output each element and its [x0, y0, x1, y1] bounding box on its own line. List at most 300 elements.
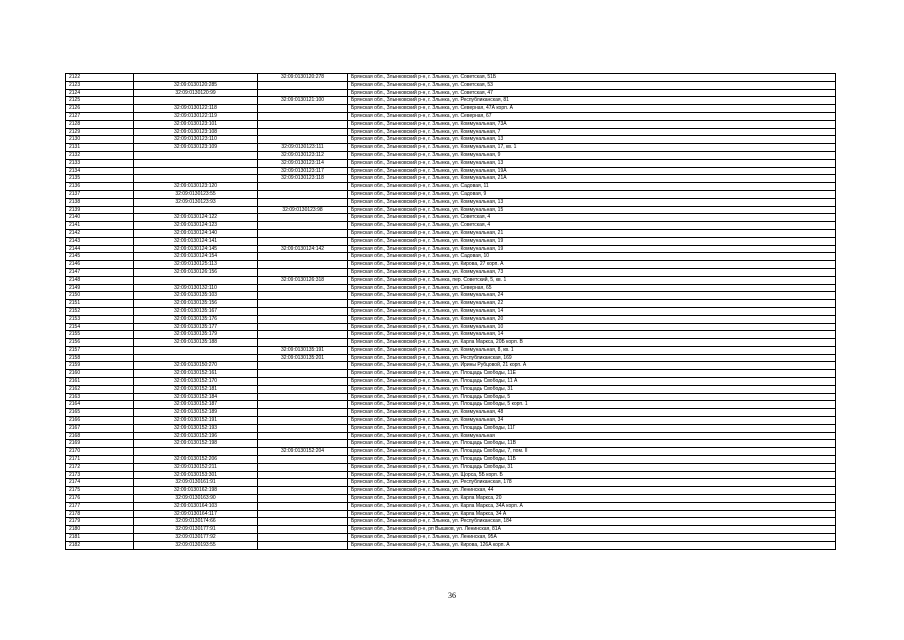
address-cell: Брянская обл., Злынковский р-н, г. Злынка, ул. Коммунальная, 7	[348, 128, 836, 136]
cadastral-number-cell: 32:09:0130152:170	[134, 378, 258, 386]
address-cell: Брянская обл., Злынковский р-н, г. Злынка, ул. Коммунальная, 24	[348, 292, 836, 300]
row-number-cell: 2127	[66, 112, 134, 120]
row-number-cell: 2159	[66, 362, 134, 370]
address-cell: Брянская обл., Злынковский р-н, г. Злынка, ул. Коммунальная, 20	[348, 315, 836, 323]
parent-cadastral-number-cell	[258, 261, 348, 269]
parent-cadastral-number-cell: 32:09:0130124:142	[258, 245, 348, 253]
table-row	[66, 526, 836, 534]
table-row	[66, 144, 836, 152]
table-row	[66, 510, 836, 518]
row-number-cell: 2123	[66, 81, 134, 89]
address-cell: Брянская обл., Злынковский р-н, г. Злынка, ул. Коммунальная, 73	[348, 268, 836, 276]
table-row	[66, 284, 836, 292]
page-number: 36	[448, 591, 456, 600]
table-row	[66, 440, 836, 448]
address-cell: Брянская обл., Злынковский р-н, г. Злынка, ул. Карла Маркса, 34А корп. А	[348, 502, 836, 510]
address-cell: Брянская обл., Злынковский р-н, г. Злынка, ул. Коммунальная, 73А	[348, 120, 836, 128]
address-cell: Брянская обл., Злынковский р-н, рп Вышков, ул. Ленинская, 81А	[348, 526, 836, 534]
table-row	[66, 354, 836, 362]
address-cell: Брянская обл., Злынковский р-н, г. Злынка, ул. Садовая, 11	[348, 183, 836, 191]
parent-cadastral-number-cell: 32:09:0130126:318	[258, 276, 348, 284]
row-number-cell: 2171	[66, 456, 134, 464]
table-row	[66, 206, 836, 214]
row-number-cell: 2174	[66, 479, 134, 487]
cadastral-number-cell: 32:09:0130162:198	[134, 487, 258, 495]
cadastral-number-cell: 32:09:0130123:110	[134, 136, 258, 144]
cadastral-number-cell: 32:09:0130177:91	[134, 526, 258, 534]
row-number-cell: 2179	[66, 518, 134, 526]
cadastral-number-cell: 32:09:0130125:113	[134, 261, 258, 269]
address-cell: Брянская обл., Злынковский р-н, г. Злынка, ул. Кирова, 126А корп. А	[348, 541, 836, 549]
parent-cadastral-number-cell	[258, 307, 348, 315]
parent-cadastral-number-cell	[258, 237, 348, 245]
table-row	[66, 300, 836, 308]
address-cell: Брянская обл., Злынковский р-н, г. Злынка, ул. Коммунальная, 48	[348, 409, 836, 417]
table-row	[66, 518, 836, 526]
table-row	[66, 276, 836, 284]
table-row	[66, 74, 836, 82]
table-row	[66, 448, 836, 456]
row-number-cell: 2142	[66, 229, 134, 237]
cadastral-number-cell: 32:09:0130135:103	[134, 292, 258, 300]
parent-cadastral-number-cell	[258, 339, 348, 347]
cadastral-number-cell: 32:09:0130152:196	[134, 432, 258, 440]
table-row	[66, 385, 836, 393]
cadastral-number-cell: 32:09:0130124:141	[134, 237, 258, 245]
cadastral-number-cell	[134, 74, 258, 82]
address-cell: Брянская обл., Злынковский р-н, г. Злынка, ул. Коммунальная, 21А	[348, 175, 836, 183]
row-number-cell: 2178	[66, 510, 134, 518]
row-number-cell: 2167	[66, 424, 134, 432]
parent-cadastral-number-cell	[258, 417, 348, 425]
row-number-cell: 2147	[66, 268, 134, 276]
parent-cadastral-number-cell	[258, 284, 348, 292]
cadastral-number-cell: 32:09:0130124:140	[134, 229, 258, 237]
parent-cadastral-number-cell	[258, 268, 348, 276]
parent-cadastral-number-cell	[258, 229, 348, 237]
address-cell: Брянская обл., Злынковский р-н, г. Злынка, ул. Коммунальная, 14	[348, 331, 836, 339]
table-row	[66, 112, 836, 120]
table-row	[66, 339, 836, 347]
row-number-cell: 2137	[66, 190, 134, 198]
row-number-cell: 2128	[66, 120, 134, 128]
cadastral-number-cell	[134, 151, 258, 159]
parent-cadastral-number-cell: 32:09:0130123:117	[258, 167, 348, 175]
row-number-cell: 2155	[66, 331, 134, 339]
parent-cadastral-number-cell	[258, 510, 348, 518]
address-cell: Брянская обл., Злынковский р-н, г. Злынка, ул. Советская, 53	[348, 81, 836, 89]
row-number-cell: 2132	[66, 151, 134, 159]
parent-cadastral-number-cell	[258, 479, 348, 487]
parent-cadastral-number-cell	[258, 463, 348, 471]
cadastral-number-cell: 32:09:0130163:90	[134, 495, 258, 503]
table-row	[66, 307, 836, 315]
cadastral-number-cell: 32:09:0130152:206	[134, 456, 258, 464]
parent-cadastral-number-cell	[258, 253, 348, 261]
table-row	[66, 471, 836, 479]
cadastral-number-cell: 32:09:0130152:187	[134, 401, 258, 409]
row-number-cell: 2163	[66, 393, 134, 401]
parent-cadastral-number-cell	[258, 409, 348, 417]
row-number-cell: 2131	[66, 144, 134, 152]
parent-cadastral-number-cell	[258, 362, 348, 370]
address-cell: Брянская обл., Злынковский р-н, г. Злынка, ул. Коммунальная, 9	[348, 151, 836, 159]
address-cell: Брянская обл., Злынковский р-н, г. Злынка, ул. Площадь Свободы, 5 корп. 1	[348, 401, 836, 409]
cadastral-number-cell: 32:09:0130174:66	[134, 518, 258, 526]
table-row	[66, 81, 836, 89]
parent-cadastral-number-cell	[258, 385, 348, 393]
cadastral-number-cell: 32:09:0130120:285	[134, 81, 258, 89]
address-cell: Брянская обл., Злынковский р-н, г. Злынка, ул. Карла Маркса, 20	[348, 495, 836, 503]
row-number-cell: 2126	[66, 105, 134, 113]
parent-cadastral-number-cell	[258, 456, 348, 464]
row-number-cell: 2170	[66, 448, 134, 456]
row-number-cell: 2135	[66, 175, 134, 183]
table-row	[66, 253, 836, 261]
row-number-cell: 2130	[66, 136, 134, 144]
cadastral-number-cell: 32:09:0130124:123	[134, 222, 258, 230]
row-number-cell: 2146	[66, 261, 134, 269]
cadastral-number-cell: 32:09:0130150:270	[134, 362, 258, 370]
address-cell: Брянская обл., Злынковский р-н, г. Злынка, ул. Площадь Свободы, 31	[348, 463, 836, 471]
cadastral-number-cell	[134, 175, 258, 183]
address-cell: Брянская обл., Злынковский р-н, г. Злынка, ул. Коммунальная	[348, 432, 836, 440]
cadastral-number-cell	[134, 97, 258, 105]
cadastral-number-cell: 32:09:0130135:167	[134, 307, 258, 315]
cadastral-number-cell	[134, 448, 258, 456]
row-number-cell: 2169	[66, 440, 134, 448]
parent-cadastral-number-cell	[258, 136, 348, 144]
table-row	[66, 183, 836, 191]
address-cell: Брянская обл., Злынковский р-н, г. Злынка, ул. Коммунальная, 15	[348, 206, 836, 214]
row-number-cell: 2181	[66, 534, 134, 542]
cadastral-number-cell: 32:09:0130135:188	[134, 339, 258, 347]
address-cell: Брянская обл., Злынковский р-н, г. Злынка, пер. Советский, 5, кв. 1	[348, 276, 836, 284]
parent-cadastral-number-cell	[258, 526, 348, 534]
address-cell: Брянская обл., Злынковский р-н, г. Злынка, ул. Коммунальная, 14	[348, 307, 836, 315]
row-number-cell: 2173	[66, 471, 134, 479]
row-number-cell: 2176	[66, 495, 134, 503]
address-cell: Брянская обл., Злынковский р-н, г. Злынка, ул. Коммунальная, 13	[348, 159, 836, 167]
table-row	[66, 175, 836, 183]
cadastral-number-cell: 32:09:0130152:181	[134, 385, 258, 393]
address-cell: Брянская обл., Злынковский р-н, г. Злынка, ул. Коммунальная, 8, кв. 1	[348, 346, 836, 354]
address-cell: Брянская обл., Злынковский р-н, г. Злынка, ул. Щорса, 5Б корп. Б	[348, 471, 836, 479]
row-number-cell: 2141	[66, 222, 134, 230]
parent-cadastral-number-cell	[258, 471, 348, 479]
cadastral-number-cell: 32:09:0130152:193	[134, 424, 258, 432]
parent-cadastral-number-cell: 32:09:0130123:111	[258, 144, 348, 152]
cadastral-number-cell: 32:09:0130135:177	[134, 323, 258, 331]
row-number-cell: 2172	[66, 463, 134, 471]
row-number-cell: 2157	[66, 346, 134, 354]
row-number-cell: 2143	[66, 237, 134, 245]
cadastral-number-cell: 32:09:0130132:110	[134, 284, 258, 292]
parent-cadastral-number-cell	[258, 89, 348, 97]
cadastral-number-cell	[134, 159, 258, 167]
cadastral-number-cell: 32:09:0130123:101	[134, 120, 258, 128]
row-number-cell: 2165	[66, 409, 134, 417]
parent-cadastral-number-cell	[258, 315, 348, 323]
address-cell: Брянская обл., Злынковский р-н, г. Злынка, ул. Ленинская, 44	[348, 487, 836, 495]
row-number-cell: 2145	[66, 253, 134, 261]
row-number-cell: 2148	[66, 276, 134, 284]
cadastral-number-cell: 32:09:0130123:93	[134, 198, 258, 206]
row-number-cell: 2168	[66, 432, 134, 440]
address-cell: Брянская обл., Злынковский р-н, г. Злынка, ул. Коммунальная, 13	[348, 198, 836, 206]
table-row	[66, 393, 836, 401]
address-cell: Брянская обл., Злынковский р-н, г. Злынка, ул. Коммунальная, 34	[348, 417, 836, 425]
cadastral-number-cell	[134, 346, 258, 354]
parent-cadastral-number-cell	[258, 300, 348, 308]
address-cell: Брянская обл., Злынковский р-н, г. Злынка, ул. Площадь Свободы, 11 А	[348, 378, 836, 386]
table-row	[66, 463, 836, 471]
table-row	[66, 424, 836, 432]
table-row	[66, 128, 836, 136]
address-cell: Брянская обл., Злынковский р-н, г. Злынка, ул. Советская, 51Б	[348, 74, 836, 82]
parent-cadastral-number-cell	[258, 292, 348, 300]
row-number-cell: 2138	[66, 198, 134, 206]
parent-cadastral-number-cell	[258, 323, 348, 331]
table-row	[66, 331, 836, 339]
row-number-cell: 2182	[66, 541, 134, 549]
parent-cadastral-number-cell	[258, 105, 348, 113]
parent-cadastral-number-cell	[258, 401, 348, 409]
table-row	[66, 456, 836, 464]
address-cell: Брянская обл., Злынковский р-н, г. Злынка, ул. Коммунальная, 19	[348, 245, 836, 253]
table-row	[66, 417, 836, 425]
cadastral-number-cell: 32:09:0130193:55	[134, 541, 258, 549]
address-cell: Брянская обл., Злынковский р-н, г. Злынка, ул. Коммунальная, 17, кв. 1	[348, 144, 836, 152]
table-row	[66, 495, 836, 503]
address-cell: Брянская обл., Злынковский р-н, г. Злынка, ул. Советская, 4	[348, 222, 836, 230]
table-row	[66, 432, 836, 440]
row-number-cell: 2133	[66, 159, 134, 167]
table-row	[66, 409, 836, 417]
cadastral-number-cell: 32:09:0130164:103	[134, 502, 258, 510]
parent-cadastral-number-cell: 32:09:0130121:100	[258, 97, 348, 105]
table-row	[66, 268, 836, 276]
cadastral-number-cell: 32:09:0130126:156	[134, 268, 258, 276]
address-cell: Брянская обл., Злынковский р-н, г. Злынка, ул. Коммунальная, 21	[348, 229, 836, 237]
address-cell: Брянская обл., Злынковский р-н, г. Злынка, ул. Площадь Свободы, 31	[348, 385, 836, 393]
table-row	[66, 315, 836, 323]
cadastral-number-cell	[134, 206, 258, 214]
address-cell: Брянская обл., Злынковский р-н, г. Злынка, ул. Республиканская, 169	[348, 354, 836, 362]
cadastral-number-cell: 32:09:0130152:184	[134, 393, 258, 401]
parent-cadastral-number-cell	[258, 393, 348, 401]
row-number-cell: 2139	[66, 206, 134, 214]
cadastral-number-cell: 32:09:0130123:120	[134, 183, 258, 191]
cadastral-number-cell: 32:09:0130135:179	[134, 331, 258, 339]
table-row	[66, 534, 836, 542]
parent-cadastral-number-cell	[258, 128, 348, 136]
row-number-cell: 2158	[66, 354, 134, 362]
address-cell: Брянская обл., Злынковский р-н, г. Злынка, ул. Коммунальная, 22	[348, 300, 836, 308]
address-cell: Брянская обл., Злынковский р-н, г. Злынка, ул. Площадь Свободы, 11Б	[348, 456, 836, 464]
row-number-cell: 2136	[66, 183, 134, 191]
land-registry-table	[65, 73, 836, 550]
cadastral-number-cell: 32:09:0130135:156	[134, 300, 258, 308]
table-row	[66, 245, 836, 253]
row-number-cell: 2124	[66, 89, 134, 97]
address-cell: Брянская обл., Злынковский р-н, г. Злынка, ул. Коммунальная, 10	[348, 323, 836, 331]
parent-cadastral-number-cell	[258, 214, 348, 222]
cadastral-number-cell: 32:09:0130122:118	[134, 105, 258, 113]
address-cell: Брянская обл., Злынковский р-н, г. Злынка, ул. Советская, 4	[348, 214, 836, 222]
address-cell: Брянская обл., Злынковский р-н, г. Злынка, ул. Северная, 67	[348, 112, 836, 120]
parent-cadastral-number-cell	[258, 120, 348, 128]
row-number-cell: 2162	[66, 385, 134, 393]
cadastral-number-cell: 32:09:0130152:161	[134, 370, 258, 378]
row-number-cell: 2140	[66, 214, 134, 222]
parent-cadastral-number-cell	[258, 440, 348, 448]
table-row	[66, 214, 836, 222]
cadastral-number-cell: 32:09:0130124:122	[134, 214, 258, 222]
parent-cadastral-number-cell: 32:09:0130152:204	[258, 448, 348, 456]
address-cell: Брянская обл., Злынковский р-н, г. Злынка, ул. Площадь Свободы, 11Е	[348, 370, 836, 378]
address-cell: Брянская обл., Злынковский р-н, г. Злынка, ул. Садовая, 10	[348, 253, 836, 261]
cadastral-number-cell	[134, 354, 258, 362]
table-row	[66, 167, 836, 175]
cadastral-number-cell: 32:09:0130153:301	[134, 471, 258, 479]
table-row	[66, 190, 836, 198]
row-number-cell: 2154	[66, 323, 134, 331]
row-number-cell: 2177	[66, 502, 134, 510]
parent-cadastral-number-cell: 32:09:0130123:98	[258, 206, 348, 214]
table-row	[66, 346, 836, 354]
address-cell: Брянская обл., Злынковский р-н, г. Злынка, ул. Садовая, 9	[348, 190, 836, 198]
address-cell: Брянская обл., Злынковский р-н, г. Злынка, ул. Республиканская, 81	[348, 97, 836, 105]
row-number-cell: 2150	[66, 292, 134, 300]
address-cell: Брянская обл., Злынковский р-н, г. Злынка, ул. Площадь Свободы, 5	[348, 393, 836, 401]
table-row	[66, 105, 836, 113]
cadastral-number-cell: 32:09:0130124:145	[134, 245, 258, 253]
cadastral-number-cell	[134, 167, 258, 175]
parent-cadastral-number-cell	[258, 370, 348, 378]
cadastral-number-cell	[134, 276, 258, 284]
address-cell: Брянская обл., Злынковский р-н, г. Злынка, ул. Площадь Свободы, 7, пом. II	[348, 448, 836, 456]
table-row	[66, 89, 836, 97]
parent-cadastral-number-cell	[258, 541, 348, 549]
table-row	[66, 292, 836, 300]
parent-cadastral-number-cell	[258, 495, 348, 503]
parent-cadastral-number-cell	[258, 81, 348, 89]
row-number-cell: 2129	[66, 128, 134, 136]
table-row	[66, 323, 836, 331]
table-body	[66, 74, 836, 550]
cadastral-number-cell: 32:09:0130164:117	[134, 510, 258, 518]
parent-cadastral-number-cell	[258, 190, 348, 198]
row-number-cell: 2125	[66, 97, 134, 105]
address-cell: Брянская обл., Злынковский р-н, г. Злынка, ул. Советская, 47	[348, 89, 836, 97]
parent-cadastral-number-cell	[258, 432, 348, 440]
parent-cadastral-number-cell	[258, 534, 348, 542]
cadastral-number-cell: 32:09:0130123:108	[134, 128, 258, 136]
cadastral-number-cell: 32:09:0130123:55	[134, 190, 258, 198]
table-row	[66, 479, 836, 487]
parent-cadastral-number-cell	[258, 198, 348, 206]
address-cell: Брянская обл., Злынковский р-н, г. Злынка, ул. Карла Маркса, 34 А	[348, 510, 836, 518]
parent-cadastral-number-cell	[258, 112, 348, 120]
parent-cadastral-number-cell: 32:09:0130135:201	[258, 354, 348, 362]
address-cell: Брянская обл., Злынковский р-н, г. Злынка, ул. Коммунальная, 13	[348, 136, 836, 144]
parent-cadastral-number-cell	[258, 487, 348, 495]
cadastral-number-cell: 32:09:0130152:198	[134, 440, 258, 448]
parent-cadastral-number-cell	[258, 502, 348, 510]
row-number-cell: 2152	[66, 307, 134, 315]
address-cell: Брянская обл., Злынковский р-н, г. Злынка, ул. Площадь Свободы, 11В	[348, 440, 836, 448]
row-number-cell: 2164	[66, 401, 134, 409]
table-row	[66, 151, 836, 159]
cadastral-number-cell: 32:09:0130152:211	[134, 463, 258, 471]
cadastral-number-cell: 32:09:0130123:109	[134, 144, 258, 152]
table-row	[66, 237, 836, 245]
row-number-cell: 2153	[66, 315, 134, 323]
row-number-cell: 2156	[66, 339, 134, 347]
address-cell: Брянская обл., Злынковский р-н, г. Злынка, ул. Ленинская, 95А	[348, 534, 836, 542]
address-cell: Брянская обл., Злынковский р-н, г. Злынка, ул. Площадь Свободы, 11Г	[348, 424, 836, 432]
address-cell: Брянская обл., Злынковский р-н, г. Злынка, ул. Республиканская, 184	[348, 518, 836, 526]
cadastral-number-cell: 32:09:0130152:189	[134, 409, 258, 417]
parent-cadastral-number-cell: 32:09:0130123:114	[258, 159, 348, 167]
address-cell: Брянская обл., Злынковский р-н, г. Злынка, ул. Кирова, 27 корп. А	[348, 261, 836, 269]
parent-cadastral-number-cell: 32:09:0130135:191	[258, 346, 348, 354]
row-number-cell: 2151	[66, 300, 134, 308]
row-number-cell: 2175	[66, 487, 134, 495]
table-row	[66, 378, 836, 386]
address-cell: Брянская обл., Злынковский р-н, г. Злынка, ул. Карла Маркса, 20Б корп. В	[348, 339, 836, 347]
parent-cadastral-number-cell	[258, 183, 348, 191]
row-number-cell: 2160	[66, 370, 134, 378]
table-row	[66, 541, 836, 549]
address-cell: Брянская обл., Злынковский р-н, г. Злынка, ул. Коммунальная, 19А	[348, 167, 836, 175]
cadastral-number-cell: 32:09:0130120:99	[134, 89, 258, 97]
address-cell: Брянская обл., Злынковский р-н, г. Злынка, ул. Ирины Рубцовой, 21 корп. А	[348, 362, 836, 370]
parent-cadastral-number-cell: 32:09:0130123:118	[258, 175, 348, 183]
table-row	[66, 97, 836, 105]
row-number-cell: 2144	[66, 245, 134, 253]
address-cell: Брянская обл., Злынковский р-н, г. Злынка, ул. Коммунальная, 19	[348, 237, 836, 245]
cadastral-number-cell: 32:09:0130122:119	[134, 112, 258, 120]
table-row	[66, 487, 836, 495]
table-row	[66, 401, 836, 409]
cadastral-number-cell: 32:09:0130177:92	[134, 534, 258, 542]
table-row	[66, 136, 836, 144]
cadastral-number-cell: 32:09:0130152:191	[134, 417, 258, 425]
address-cell: Брянская обл., Злынковский р-н, г. Злынка, ул. Северная, 47А корп. А	[348, 105, 836, 113]
row-number-cell: 2161	[66, 378, 134, 386]
parent-cadastral-number-cell: 32:09:0130123:112	[258, 151, 348, 159]
row-number-cell: 2166	[66, 417, 134, 425]
table-row	[66, 362, 836, 370]
row-number-cell: 2149	[66, 284, 134, 292]
parent-cadastral-number-cell	[258, 331, 348, 339]
cadastral-number-cell: 32:09:0130135:176	[134, 315, 258, 323]
address-cell: Брянская обл., Злынковский р-н, г. Злынка, ул. Северная, 65	[348, 284, 836, 292]
table-row	[66, 229, 836, 237]
table-row	[66, 261, 836, 269]
table-row	[66, 159, 836, 167]
parent-cadastral-number-cell	[258, 378, 348, 386]
parent-cadastral-number-cell	[258, 222, 348, 230]
row-number-cell: 2134	[66, 167, 134, 175]
table-row	[66, 370, 836, 378]
address-cell: Брянская обл., Злынковский р-н, г. Злынка, ул. Республиканская, 178	[348, 479, 836, 487]
cadastral-number-cell: 32:09:0130124:154	[134, 253, 258, 261]
parent-cadastral-number-cell	[258, 424, 348, 432]
cadastral-number-cell: 32:09:0130161:91	[134, 479, 258, 487]
